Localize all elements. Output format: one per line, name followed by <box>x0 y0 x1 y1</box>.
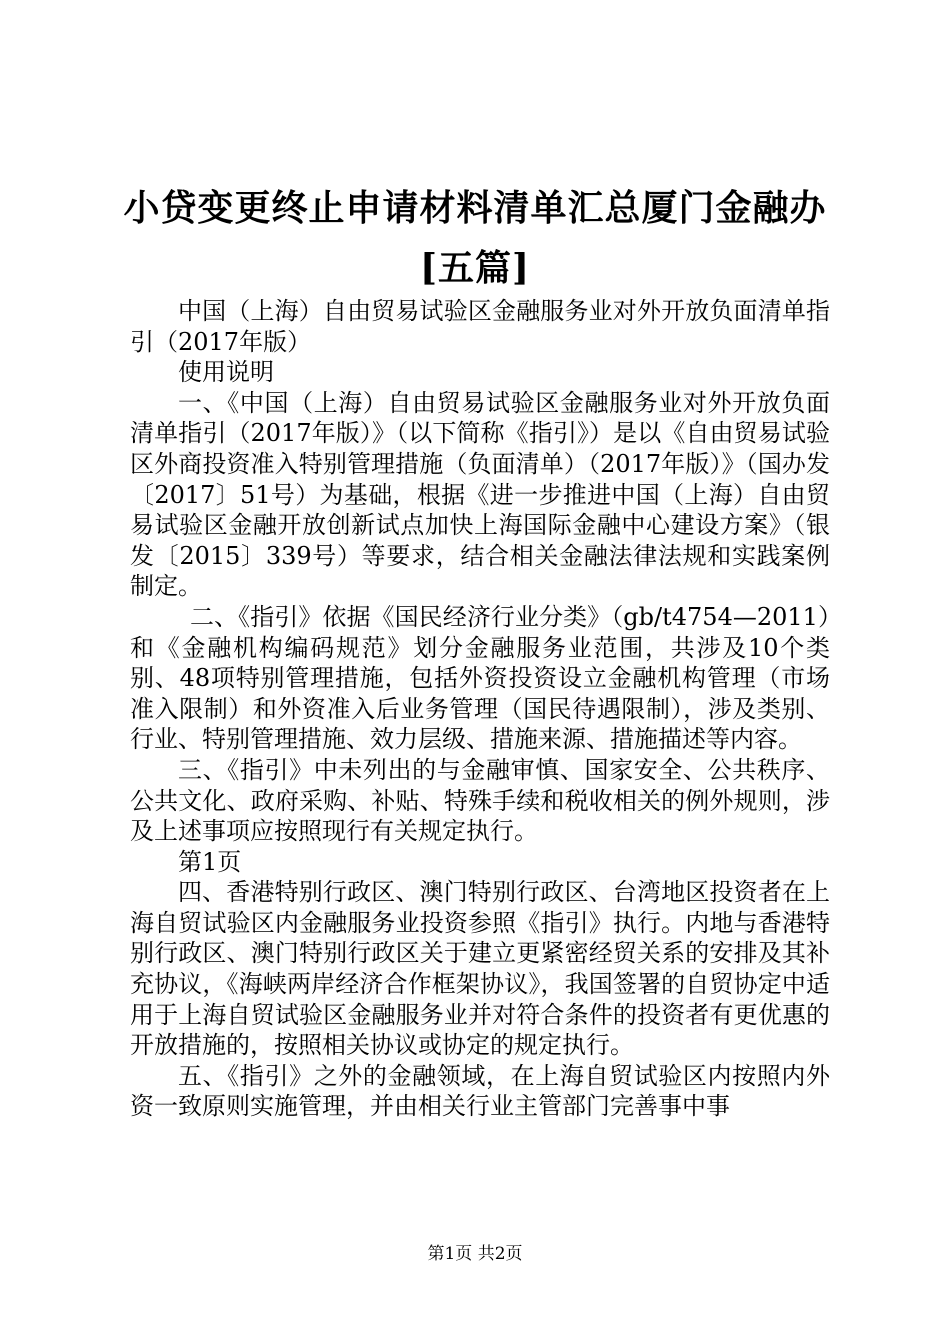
paragraph-item-2: 二、《指引》依据《国民经济行业分类》（gb/t4754—2011）和《金融机构编码规范》划分金融服务业范围，共涉及10个类别、48项特别管理措施，包括外资投资设立金融机构管理（市场准入限制）和外资准入后业务管理（国民待遇限制），涉及类别、行业、特别管理措施、效力层级、措施来源、措施描述等内容。 <box>130 602 830 754</box>
paragraph-heading: 中国（上海）自由贸易试验区金融服务业对外开放负面清单指引（2017年版） <box>130 297 830 356</box>
document-title-suffix: [五篇] <box>419 247 531 289</box>
paragraph-item-5: 五、《指引》之外的金融领域，在上海自贸试验区内按照内外资一致原则实施管理，并由相关行业主管部门完善事中事 <box>130 1061 830 1121</box>
inline-page-marker: 第1页 <box>178 847 242 876</box>
paragraph-usage-label: 使用说明 <box>178 358 274 387</box>
document-title: 小贷变更终止申请材料清单汇总厦门金融办 <box>123 187 827 229</box>
page-footer: 第1页 共2页 <box>427 1244 523 1264</box>
paragraph-item-1: 一、《中国（上海）自由贸易试验区金融服务业对外开放负面清单指引（2017年版）》（以下简称《指引》）是以《自由贸易试验区外商投资准入特别管理措施（负面清单）（2017年版）》（国办发〔2017〕51号）为基础，根据《进一步推进中国（上海）自由贸易试验区金融开放创新试点加快上海国际金融中心建设方案》（银发〔2015〕339号）等要求，结合相关金融法律法规和实践案例制定。 <box>130 388 830 601</box>
paragraph-item-4: 四、香港特别行政区、澳门特别行政区、台湾地区投资者在上海自贸试验区内金融服务业投资参照《指引》执行。内地与香港特别行政区、澳门特别行政区关于建立更紧密经贸关系的安排及其补充协议，《海峡两岸经济合作框架协议》，我国签署的自贸协定中适用于上海自贸试验区金融服务业并对符合条件的投资者有更优惠的开放措施的，按照相关协议或协定的规定执行。 <box>130 878 830 1060</box>
document-body <box>130 296 830 1122</box>
paragraph-item-3: 三、《指引》中未列出的与金融审慎、国家安全、公共秩序、公共文化、政府采购、补贴、特殊手续和税收相关的例外规则，涉及上述事项应按照现行有关规定执行。 <box>130 755 830 846</box>
